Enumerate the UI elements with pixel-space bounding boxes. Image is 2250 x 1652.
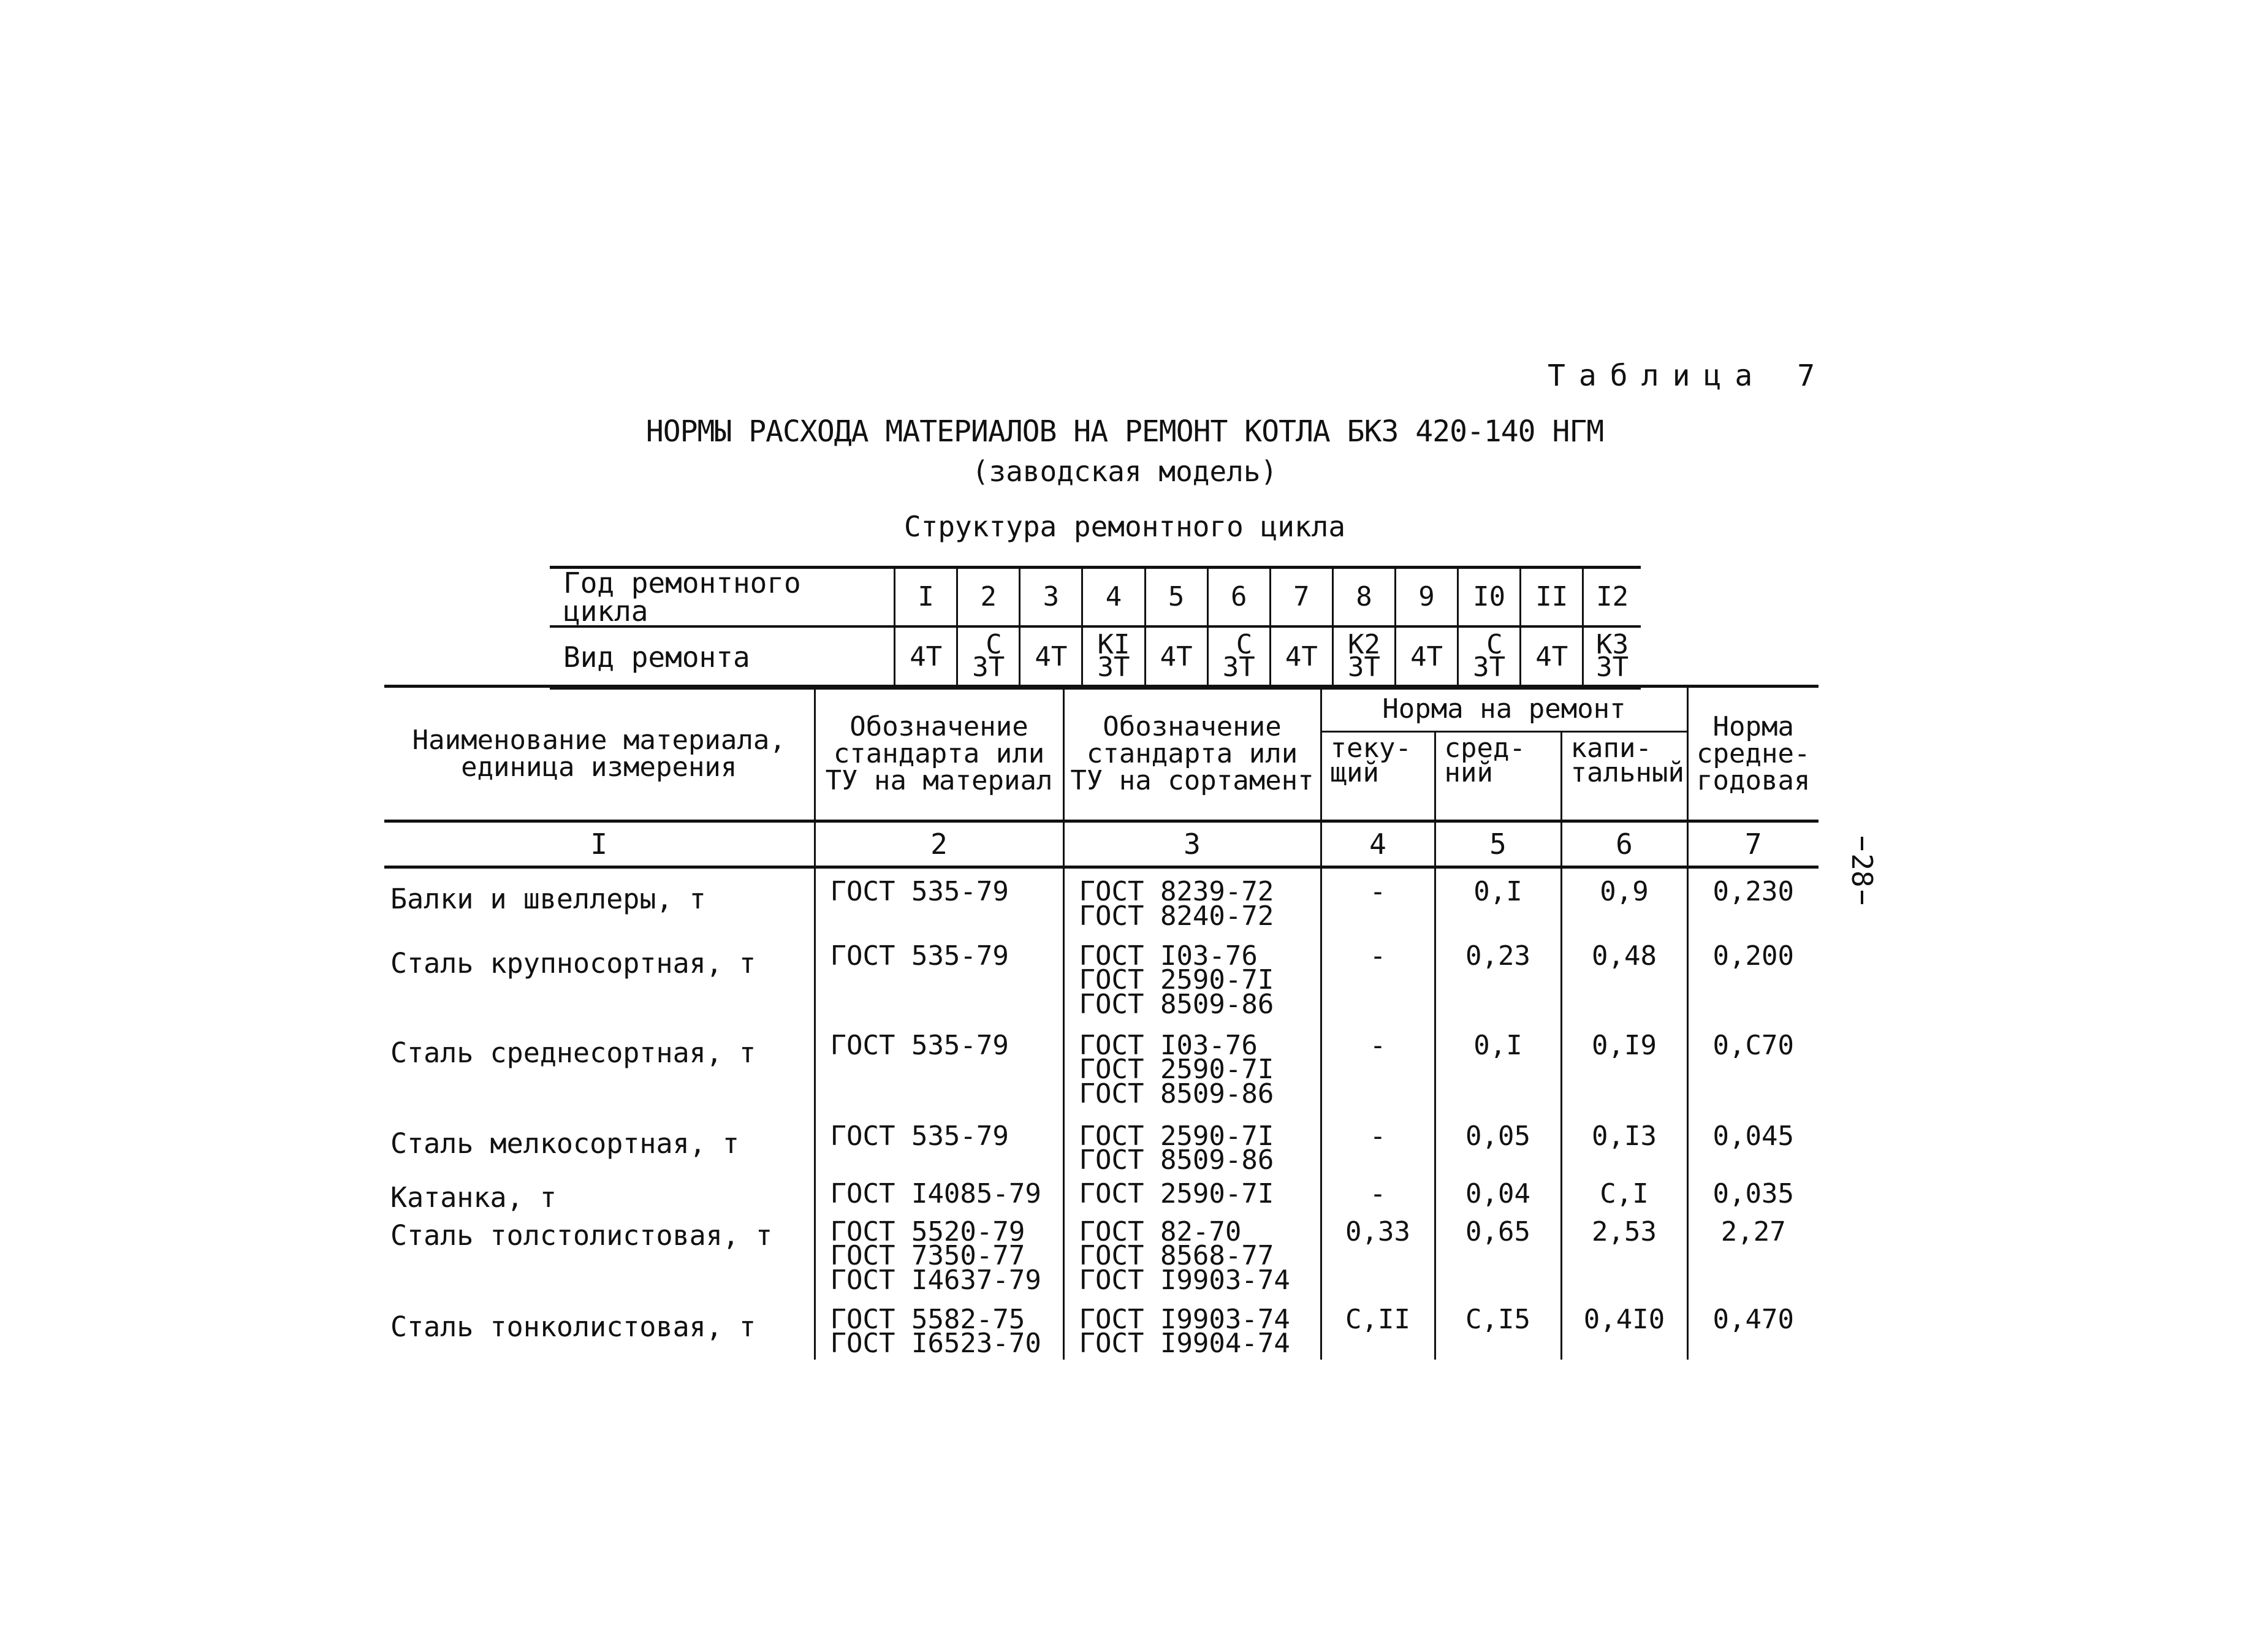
table-row (384, 1113, 1819, 1177)
norm-current: - (1321, 1113, 1435, 1177)
norm-current: С,II (1321, 1304, 1435, 1360)
table-row (384, 1304, 1819, 1360)
column-number: 4 (1321, 821, 1435, 867)
norm-capital: 0,I9 (1561, 1022, 1687, 1113)
header-line: капи- (1570, 733, 1652, 764)
header-line: тальный (1570, 757, 1684, 789)
std-line: ГОСТ I4085-79 (830, 1178, 1041, 1209)
std-assortment (1063, 867, 1321, 933)
std-line: ГОСТ I9903-74 (1079, 1264, 1290, 1296)
cycle-repair (1145, 626, 1207, 688)
std-line: ГОСТ I6523-70 (830, 1328, 1041, 1360)
table-row (384, 1022, 1819, 1113)
repair-bottom: 3Т (1347, 652, 1380, 683)
cycle-repair (1396, 626, 1458, 688)
column-number: 3 (1063, 821, 1321, 867)
header-name (384, 687, 815, 821)
std-line: ГОСТ 8509-86 (1079, 1078, 1274, 1110)
table-row (384, 1177, 1819, 1216)
std-material (815, 1113, 1063, 1177)
repair-bottom: 3Т (1097, 652, 1130, 683)
std-line: ГОСТ 7350-77 (830, 1240, 1025, 1272)
header-row (384, 687, 1819, 732)
std-material (815, 1022, 1063, 1113)
std-line: ГОСТ 535-79 (830, 876, 1009, 907)
norm-capital: С,I (1561, 1177, 1687, 1216)
norm-medium: 0,04 (1435, 1177, 1561, 1216)
cycle-repair (1082, 626, 1145, 688)
repair-top: 4Т (1285, 641, 1318, 672)
std-line: ГОСТ 8509-86 (1079, 1144, 1274, 1176)
table-row (384, 933, 1819, 1022)
std-assortment (1063, 1216, 1321, 1304)
norm-medium: 0,05 (1435, 1113, 1561, 1177)
repair-bottom: 3Т (1222, 652, 1255, 683)
header-line: ТУ на материал (825, 764, 1053, 796)
header-line: теку- (1330, 733, 1412, 764)
norm-capital: 2,53 (1561, 1216, 1687, 1304)
materials-table (384, 685, 1819, 1360)
repair-top: С (1236, 628, 1253, 660)
header-line: сред- (1444, 733, 1526, 764)
std-line: ГОСТ 2590-7I (1079, 1178, 1274, 1209)
repair-bottom: 3Т (972, 652, 1005, 683)
page-number-dash (1861, 837, 1863, 850)
cycle-year: II (1521, 568, 1583, 627)
repair-top: С (1486, 628, 1503, 660)
table-row (384, 1216, 1819, 1304)
std-material (815, 1177, 1063, 1216)
cycle-repair (1270, 626, 1332, 688)
std-line: ГОСТ 8568-77 (1079, 1240, 1274, 1272)
std-assortment (1063, 933, 1321, 1022)
norm-annual: 0,035 (1687, 1177, 1819, 1216)
norm-capital: 0,4I0 (1561, 1304, 1687, 1360)
std-material (815, 867, 1063, 933)
cycle-year-row (550, 568, 1641, 627)
std-line: ГОСТ 535-79 (830, 940, 1009, 972)
norm-annual: 0,С70 (1687, 1022, 1819, 1113)
std-line: ГОСТ 2590-7I (1079, 1120, 1274, 1152)
header-line: стандарта или (833, 737, 1045, 769)
std-material (815, 1304, 1063, 1360)
column-number: 5 (1435, 821, 1561, 867)
header-line: Обозначение (849, 710, 1028, 742)
repair-top: 4Т (1535, 641, 1568, 672)
table-row (384, 867, 1819, 933)
repair-top: 4Т (1410, 641, 1443, 672)
header-line: Норма (1712, 710, 1794, 742)
cycle-repair (1583, 626, 1641, 688)
cycle-repair (1332, 626, 1395, 688)
header-current (1321, 732, 1435, 821)
header-name-line: единица измерения (461, 751, 737, 783)
header-medium (1435, 732, 1561, 821)
header-line: Обозначение (1103, 710, 1282, 742)
cycle-year: 7 (1270, 568, 1332, 627)
header-line: годовая (1697, 764, 1811, 796)
std-line: ГОСТ I9903-74 (1079, 1303, 1290, 1335)
material-name: Сталь тонколистовая, т (390, 1310, 756, 1343)
std-line: ГОСТ 535-79 (830, 1029, 1009, 1061)
material-name: Сталь толстолистовая, т (390, 1219, 773, 1252)
header-line: ний (1444, 757, 1493, 789)
norm-capital: 0,9 (1561, 867, 1687, 933)
document-title: НОРМЫ РАСХОДА МАТЕРИАЛОВ НА РЕМОНТ КОТЛА БКЗ 420-140 НГМ (645, 414, 1604, 449)
std-material (815, 1216, 1063, 1304)
cycle-year: I0 (1458, 568, 1521, 627)
std-line: ГОСТ I03-76 (1079, 1029, 1258, 1061)
page-number: 28 (1845, 853, 1879, 888)
header-line: средне- (1697, 737, 1811, 769)
norm-annual: 0,200 (1687, 933, 1819, 1022)
repair-top: С (986, 628, 1002, 660)
cycle-year: 3 (1020, 568, 1082, 627)
material-name: Сталь среднесортная, т (390, 1036, 756, 1069)
page-number-mark (1844, 837, 1880, 904)
cycle-repair (1521, 626, 1583, 688)
header-line: щий (1330, 757, 1379, 789)
cycle-year: 8 (1332, 568, 1395, 627)
page-number-dash (1861, 891, 1863, 904)
header-name-line: Наименование материала, (412, 724, 786, 756)
repair-cycle-table (550, 566, 1641, 690)
cycle-year: 9 (1396, 568, 1458, 627)
cycle-year: 6 (1207, 568, 1270, 627)
norm-annual: 2,27 (1687, 1216, 1819, 1304)
column-number-row (384, 821, 1819, 867)
repair-top: КI (1097, 628, 1130, 660)
repair-top: К3 (1596, 628, 1629, 660)
cycle-repair-label: Вид ремонта (550, 626, 895, 688)
cycle-year: 4 (1082, 568, 1145, 627)
norm-annual: 0,045 (1687, 1113, 1819, 1177)
std-line: ГОСТ 82-70 (1079, 1216, 1242, 1247)
material-name: Сталь мелкосортная, т (390, 1127, 739, 1160)
header-capital (1561, 732, 1687, 821)
repair-top: 4Т (1035, 641, 1068, 672)
table-number: 7 (1797, 359, 1829, 393)
cycle-repair (1020, 626, 1082, 688)
cycle-year: I2 (1583, 568, 1641, 627)
norm-annual: 0,470 (1687, 1304, 1819, 1360)
material-name: Сталь крупносортная, т (390, 946, 756, 980)
norm-medium: 0,65 (1435, 1216, 1561, 1304)
cycle-caption: Структура ремонтного цикла (903, 510, 1346, 543)
norm-capital: 0,48 (1561, 933, 1687, 1022)
std-line: ГОСТ 535-79 (830, 1120, 1009, 1152)
column-number: 2 (815, 821, 1063, 867)
norm-current: 0,33 (1321, 1216, 1435, 1304)
column-number: I (384, 821, 815, 867)
std-line: ГОСТ 2590-7I (1079, 1054, 1274, 1086)
material-name: Катанка, т (390, 1181, 557, 1214)
norm-current: - (1321, 1022, 1435, 1113)
material-name: Балки и швеллеры, т (390, 883, 706, 915)
std-assortment (1063, 1304, 1321, 1360)
std-line: ГОСТ 8509-86 (1079, 988, 1274, 1020)
table-label (1548, 359, 1828, 393)
cycle-repair (1207, 626, 1270, 688)
norm-medium: 0,I (1435, 867, 1561, 933)
std-assortment (1063, 1177, 1321, 1216)
cycle-repair (895, 626, 957, 688)
norm-medium: 0,I (1435, 1022, 1561, 1113)
std-line: ГОСТ 8239-72 (1079, 876, 1274, 907)
cycle-repair (1458, 626, 1521, 688)
column-number: 6 (1561, 821, 1687, 867)
std-line: ГОСТ I9904-74 (1079, 1328, 1290, 1360)
norm-capital: 0,I3 (1561, 1113, 1687, 1177)
std-line: ГОСТ 2590-7I (1079, 964, 1274, 996)
cycle-year-label: Год ремонтного цикла (550, 568, 895, 627)
cycle-year: 2 (957, 568, 1020, 627)
header-norm-group: Норма на ремонт (1321, 687, 1687, 732)
document-subtitle: (заводская модель) (971, 455, 1278, 488)
header-annual (1687, 687, 1819, 821)
norm-current: - (1321, 1177, 1435, 1216)
repair-top: 4Т (910, 641, 943, 672)
cycle-repair-row (550, 626, 1641, 688)
std-assortment (1063, 1022, 1321, 1113)
repair-bottom: 3Т (1473, 652, 1506, 683)
header-line: ТУ на сортамент (1070, 764, 1314, 796)
cycle-year: 5 (1145, 568, 1207, 627)
norm-medium: 0,23 (1435, 933, 1561, 1022)
norm-annual: 0,230 (1687, 867, 1819, 933)
std-line: ГОСТ 5520-79 (830, 1216, 1025, 1247)
table-label-text: Таблица (1548, 359, 1766, 393)
norm-current: - (1321, 867, 1435, 933)
cycle-year: I (895, 568, 957, 627)
repair-top: К2 (1347, 628, 1380, 660)
header-line: стандарта или (1086, 737, 1298, 769)
std-assortment (1063, 1113, 1321, 1177)
std-line: ГОСТ I03-76 (1079, 940, 1258, 972)
repair-top: 4Т (1160, 641, 1193, 672)
cycle-repair (957, 626, 1020, 688)
repair-bottom: 3Т (1596, 652, 1629, 683)
header-std-material (815, 687, 1063, 821)
std-material (815, 933, 1063, 1022)
norm-current: - (1321, 933, 1435, 1022)
header-std-assortment (1063, 687, 1321, 821)
std-line: ГОСТ 8240-72 (1079, 900, 1274, 932)
column-number: 7 (1687, 821, 1819, 867)
std-line: ГОСТ 5582-75 (830, 1303, 1025, 1335)
std-line: ГОСТ I4637-79 (830, 1264, 1041, 1296)
norm-medium: С,I5 (1435, 1304, 1561, 1360)
